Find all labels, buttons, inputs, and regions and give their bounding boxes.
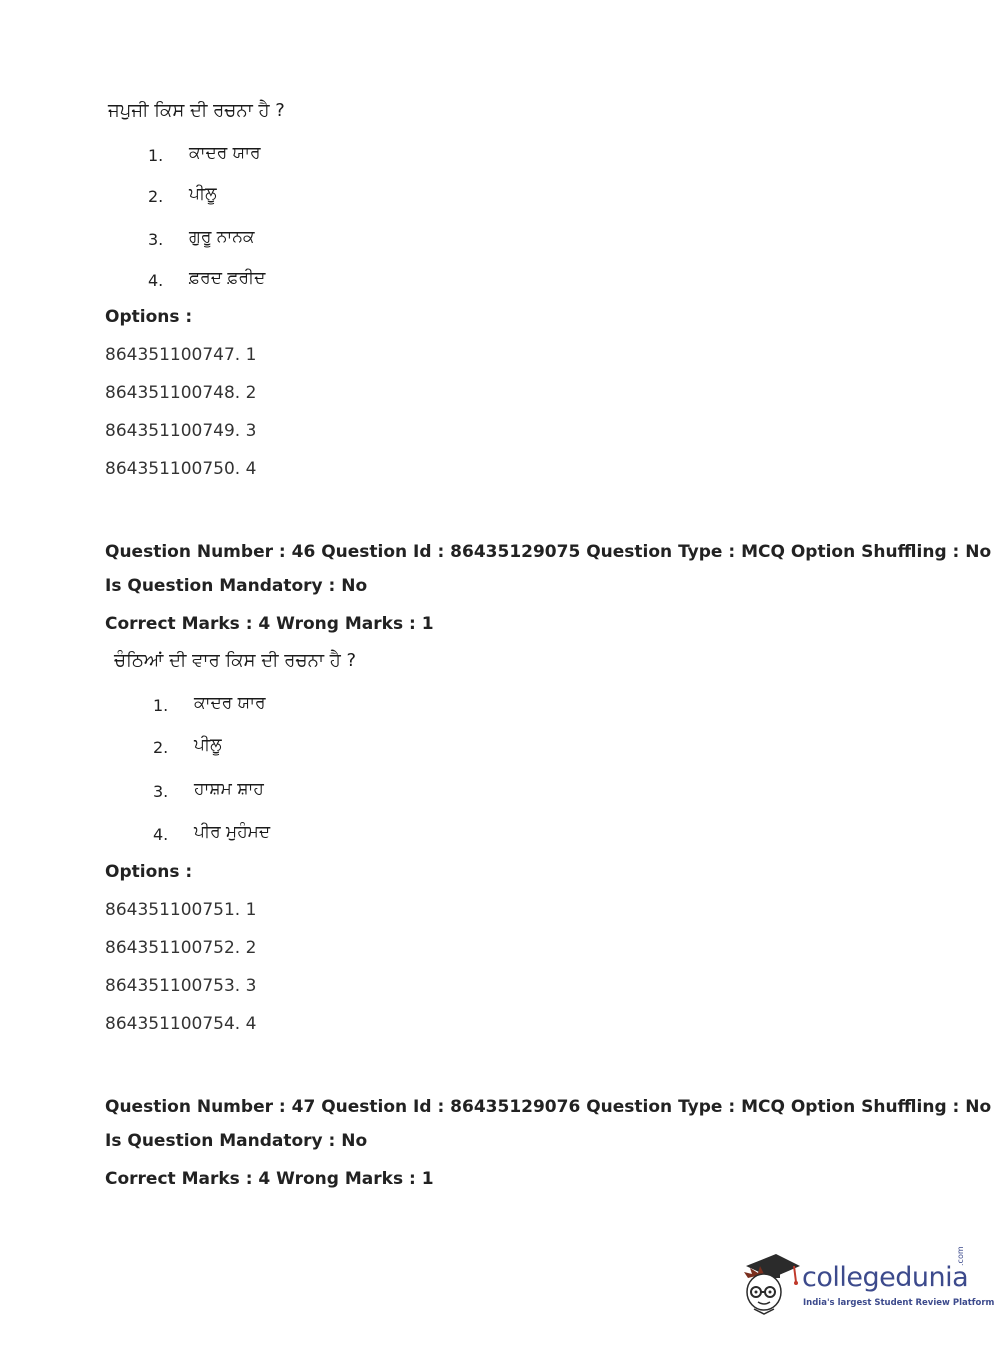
q46-options-label: Options : <box>105 862 193 882</box>
q46-choice-3-text: ਹਾਸ਼ਮ ਸ਼ਾਹ <box>194 779 264 799</box>
q46-choice-4-text: ਪੀਰ ਮੁਹੰਮਦ <box>194 822 271 842</box>
q45-options-label: Options : <box>105 307 193 327</box>
question-46-text: ਚੰਠਿਆਂ ਦੀ ਵਾਰ ਕਿਸ ਦੀ ਰਚਨਾ ਹੈ ? <box>114 650 357 671</box>
question-45-text: ਜਪੁਜੀ ਕਿਸ ਦੀ ਰਚਨਾ ਹੈ ? <box>108 100 285 121</box>
q46-choice-2-text: ਪੀਲੂ <box>194 735 222 755</box>
q45-option-3: 864351100749. 3 <box>105 421 257 441</box>
q46-option-4: 864351100754. 4 <box>105 1014 257 1034</box>
q45-choice-3-number: 3. <box>148 230 164 249</box>
q46-option-2: 864351100752. 2 <box>105 938 257 958</box>
q45-choice-2-text: ਪੀਲੂ <box>189 184 217 204</box>
q46-marks-line: Correct Marks : 4 Wrong Marks : 1 <box>105 614 434 634</box>
logo-wordmark: collegedunia <box>802 1262 969 1293</box>
q45-choice-3-text: ਗੁਰੂ ਨਾਨਕ <box>189 227 255 247</box>
q45-choice-4-text: ਫ਼ਰਦ ਫ਼ਰੀਦ <box>189 268 266 288</box>
q46-choice-1-number: 1. <box>153 696 169 715</box>
q46-choice-3-number: 3. <box>153 782 169 801</box>
q45-choice-1-number: 1. <box>148 146 164 165</box>
q47-marks-line: Correct Marks : 4 Wrong Marks : 1 <box>105 1169 434 1189</box>
q45-option-1: 864351100747. 1 <box>105 345 257 365</box>
q46-mandatory-line: Is Question Mandatory : No <box>105 576 368 596</box>
q45-choice-4-number: 4. <box>148 271 164 290</box>
q45-choice-2-number: 2. <box>148 187 164 206</box>
q45-choice-1-text: ਕਾਦਰ ਯਾਰ <box>189 143 261 163</box>
q46-option-3: 864351100753. 3 <box>105 976 257 996</box>
q46-header-line: Question Number : 46 Question Id : 86435129075 Question Type : MCQ Option Shuffling : No <box>105 542 992 562</box>
q45-option-4: 864351100750. 4 <box>105 459 257 479</box>
q46-choice-2-number: 2. <box>153 738 169 757</box>
q47-header-line: Question Number : 47 Question Id : 86435129076 Question Type : MCQ Option Shuffling : No <box>105 1097 992 1117</box>
collegedunia-logo <box>740 1246 995 1320</box>
q46-option-1: 864351100751. 1 <box>105 900 257 920</box>
q46-choice-1-text: ਕਾਦਰ ਯਾਰ <box>194 693 266 713</box>
q47-mandatory-line: Is Question Mandatory : No <box>105 1131 368 1151</box>
mascot-graduate-icon <box>740 1248 802 1318</box>
logo-com-suffix: .com <box>956 1246 965 1266</box>
logo-tagline: India's largest Student Review Platform <box>803 1298 995 1308</box>
q46-choice-4-number: 4. <box>153 825 169 844</box>
q45-option-2: 864351100748. 2 <box>105 383 257 403</box>
